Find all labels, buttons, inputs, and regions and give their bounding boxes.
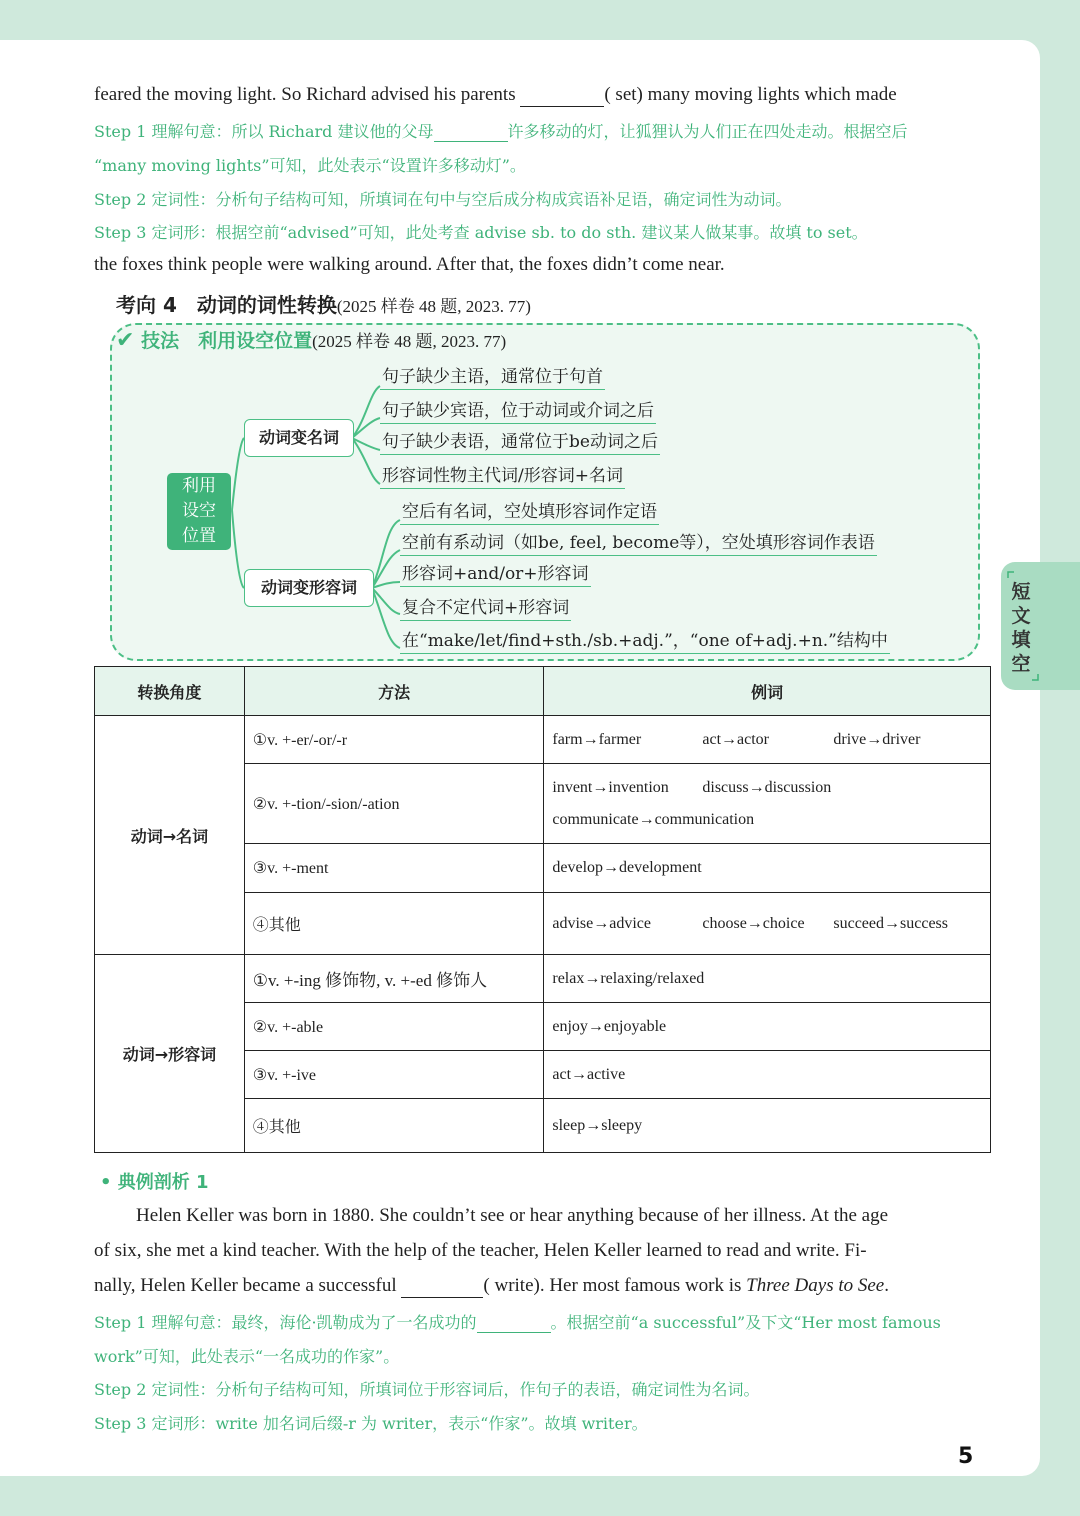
examples-cell	[544, 844, 991, 893]
method-cell: ①v. +-er/-or/-r	[244, 716, 544, 764]
root-line: 位置	[182, 526, 216, 546]
example-word: communicate→communication	[552, 810, 755, 828]
section-title-text: 考向 4 动词的词性转换	[116, 293, 337, 317]
example-word: farm→farmer	[552, 730, 642, 748]
example-word: advise→advice	[552, 914, 651, 932]
leaf-noun-2: 句子缺少宾语，位于动词或介词之后	[380, 396, 656, 424]
step3-line: Step 3 定词形：根据空前“advised”可知，此处考查 advise sb. to do sth. 建议某人做某事。故填 to set。	[94, 223, 868, 242]
passage-text: .	[884, 1275, 889, 1296]
example-step1-line	[94, 1310, 941, 1333]
connector-b2-leaf1	[372, 520, 400, 588]
mindmap-root	[167, 473, 231, 550]
examples-cell	[544, 1003, 991, 1051]
method-cell: ③v. +-ive	[244, 1051, 544, 1099]
leaf-adj-1: 空后有名词，空处填形容词作定语	[400, 497, 659, 525]
header-method: 方法	[244, 667, 544, 716]
example-word: invent→invention	[552, 778, 669, 796]
method-cell: ②v. +-able	[244, 1003, 544, 1051]
connector-b1-leaf1	[352, 386, 380, 438]
leaf-adj-4: 复合不定代词+形容词	[400, 593, 571, 621]
examples-cell	[544, 1051, 991, 1099]
step-blank	[477, 1313, 551, 1333]
branch-verb-to-adjective: 动词变形容词	[244, 569, 374, 607]
table-row	[95, 716, 991, 764]
category-cell: 动词→名词	[95, 716, 245, 955]
method-cell: ③v. +-ment	[244, 844, 544, 893]
connector-b1-leaf2	[352, 418, 380, 438]
passage-text: nally, Helen Keller became a successful	[94, 1275, 397, 1296]
example-word: enjoy→enjoyable	[552, 1017, 667, 1035]
example-para-1: Helen Keller was born in 1880. She couldn’t see or hear anything because of her illness. At the age	[136, 1205, 889, 1226]
conversion-table	[94, 666, 991, 1153]
passage-text: ( set) many moving lights which made	[604, 84, 897, 105]
category-cell: 动词→形容词	[95, 955, 245, 1153]
answer-blank	[401, 1275, 483, 1298]
step2-line: Step 2 定词性：分析句子结构可知，所填词在句中与空后成分构成宾语补足语，确定词性为动词。	[94, 190, 792, 209]
method-cell: ①v. +-ing 修饰物, v. +-ed 修饰人	[244, 955, 544, 1003]
passage-line-last: the foxes think people were walking around. After that, the foxes didn’t come near.	[94, 254, 725, 275]
example-word: discuss→discussion	[702, 778, 832, 796]
leaf-adj-5: 在“make/let/find+sth./sb.+adj.”，“one of+adj.+n.”结构中	[400, 626, 890, 654]
method-cell: ④其他	[244, 893, 544, 955]
step-text: 许多移动的灯，让狐狸认为人们正在四处走动。根据空后	[507, 122, 908, 141]
leaf-adj-2: 空前有系动词（如be, feel, become等），空处填形容词作表语	[400, 528, 877, 556]
skill-label: 技法 利用设空位置	[141, 330, 313, 352]
example-step2-line: Step 2 定词性：分析句子结构可知，所填词位于形容词后，作句子的表语，确定词性为名词。	[94, 1380, 760, 1399]
step-text: Step 1 理解句意：所以 Richard 建议他的父母	[94, 122, 434, 141]
connector-root-branch2	[232, 510, 244, 588]
examples-cell	[544, 716, 991, 764]
passage-text: ( write). Her most famous work is	[483, 1275, 742, 1296]
examples-cell	[544, 1099, 991, 1153]
check-icon: ✔	[116, 328, 135, 353]
leaf-noun-3: 句子缺少表语，通常位于be动词之后	[380, 427, 660, 455]
table-header-row	[95, 667, 991, 716]
examples-cell	[544, 764, 991, 844]
example-word: act→actor	[702, 730, 769, 748]
branch-verb-to-noun: 动词变名词	[244, 419, 354, 457]
step-text: Step 1 理解句意：最终，海伦·凯勒成为了一名成功的	[94, 1313, 477, 1332]
examples-cell	[544, 955, 991, 1003]
passage-text: feared the moving light. So Richard advised his parents	[94, 84, 516, 105]
root-line: 设空	[182, 501, 216, 521]
step-text: 。根据空前“a successful”及下文“Her most famous	[550, 1313, 941, 1332]
example-word: drive→driver	[833, 730, 921, 748]
side-tab-label: 短文填空	[1011, 581, 1031, 675]
example-step3-line: Step 3 定词形：write 加名词后缀-r 为 writer，表示“作家”。故填 writer。	[94, 1414, 648, 1433]
skill-source: (2025 样卷 48 题, 2023. 77)	[312, 332, 507, 351]
example-word: relax→relaxing/relaxed	[552, 969, 705, 987]
example-word: develop→development	[552, 859, 702, 876]
root-line: 利用	[182, 476, 216, 496]
method-cell: ④其他	[244, 1099, 544, 1153]
page-number: 5	[958, 1444, 974, 1469]
example-heading: • 典例剖析 1	[100, 1172, 209, 1193]
leaf-noun-1: 句子缺少主语，通常位于句首	[380, 362, 605, 390]
example-word: act→active	[552, 1065, 626, 1083]
leaf-adj-3: 形容词+and/or+形容词	[400, 559, 591, 587]
example-step1-line-2: work”可知，此处表示“一名成功的作家”。	[94, 1347, 400, 1366]
table-row	[95, 955, 991, 1003]
examples-cell	[544, 893, 991, 955]
connector-b2-leaf5	[372, 588, 400, 648]
method-cell: ②v. +-tion/-sion/-ation	[244, 764, 544, 844]
section-source: (2025 样卷 48 题, 2023. 77)	[336, 297, 531, 316]
example-para-2: of six, she met a kind teacher. With the help of the teacher, Helen Keller learned to read and write. Fi-	[94, 1240, 867, 1261]
header-angle: 转换角度	[95, 667, 245, 716]
example-word: choose→choice	[702, 914, 805, 932]
example-word: sleep→sleepy	[552, 1116, 643, 1134]
example-word: succeed→success	[833, 914, 948, 932]
book-title: Three Days to See	[746, 1275, 885, 1296]
connector-root-branch1	[232, 438, 244, 510]
step1-line-2: “many moving lights”可知，此处表示“设置许多移动灯”。	[94, 156, 526, 175]
header-examples: 例词	[544, 667, 991, 716]
leaf-noun-4: 形容词性物主代词/形容词+名词	[380, 461, 625, 489]
example-para-3	[94, 1275, 889, 1298]
